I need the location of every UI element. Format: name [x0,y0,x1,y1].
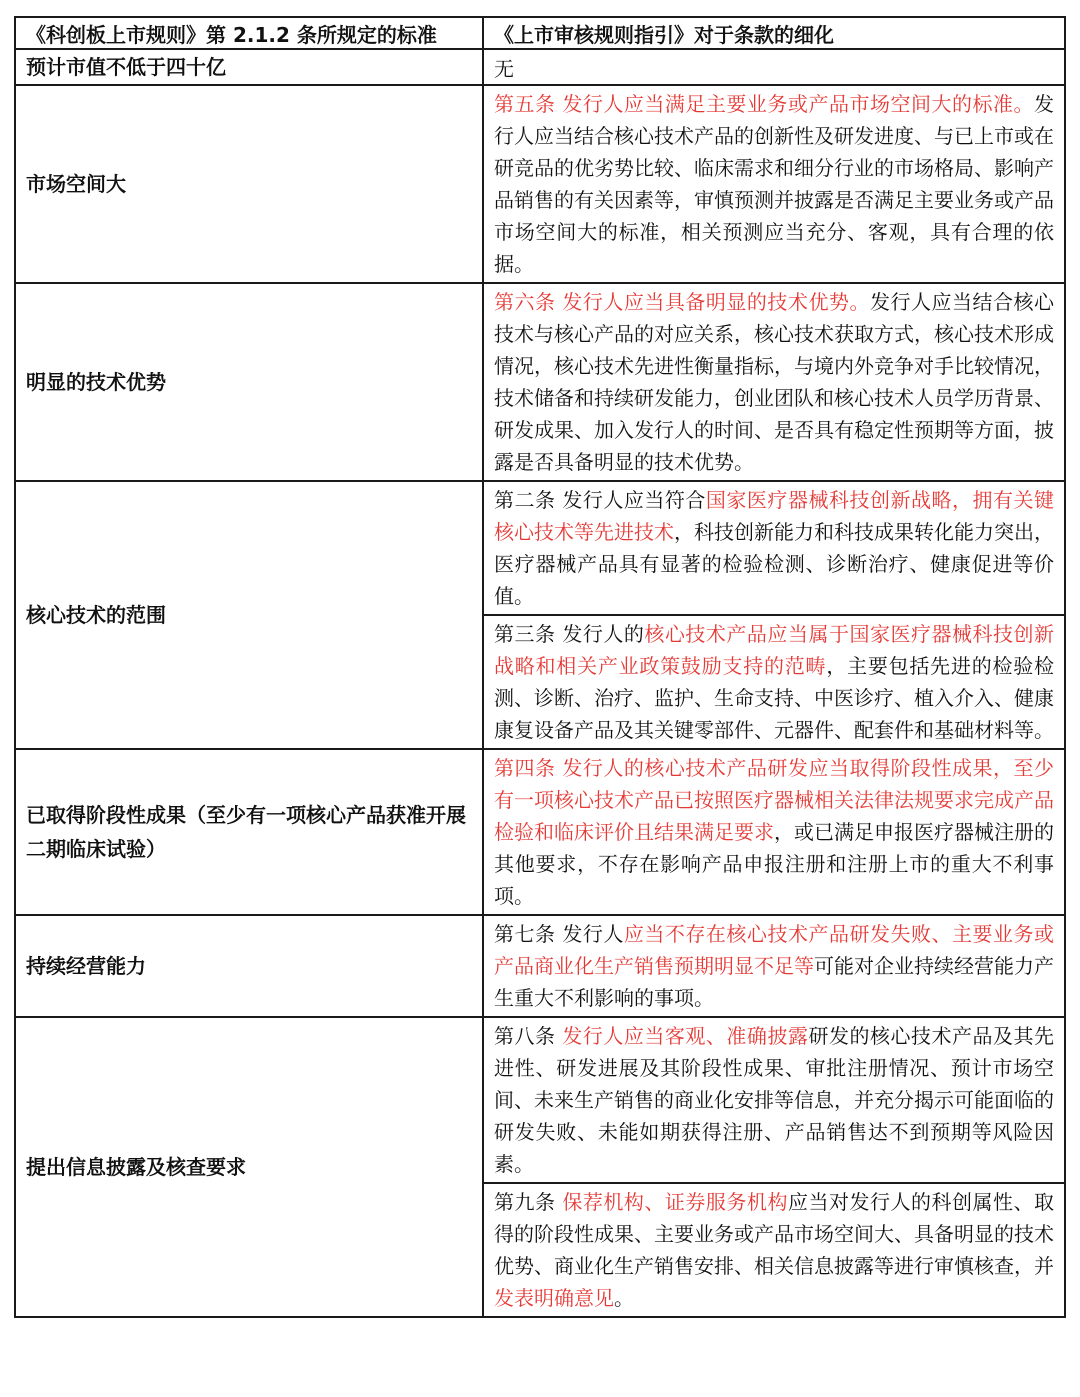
highlighted-text: 第六条 发行人应当具备明显的技术优势。 [494,290,870,314]
detail-cell [483,915,1065,1017]
detail-text: 发行人应当结合核心技术产品的创新性及研发进度、与已上市或在研竞品的优劣势比较、临床需求和细分行业的市场格局、影响产品销售的有关因素等，审慎预测并披露是否满足主要业务或产品市场空间大的标准，相关预测应当充分、客观，具有合理的依据。 [494,92,1054,276]
detail-cell [483,85,1065,283]
detail-text: 无 [494,56,514,81]
highlighted-text: 发表明确意见 [494,1286,614,1310]
detail-text: 可能对企业持续经营能力产生重大不利影响的事项。 [494,954,1054,1010]
table-row [15,915,1065,1017]
highlighted-text: 发行人应当客观、准确披露 [562,1024,809,1048]
highlighted-text: 第五条 发行人应当满足主要业务或产品市场空间大的标准。 [494,92,1034,116]
detail-text: 第二条 发行人应当符合 [494,488,706,512]
detail-text: 第七条 发行人 [494,922,624,946]
highlighted-text: 核心技术产品应当属于国家医疗器械科技创新战略和相关产业政策鼓励支持的范畴 [494,622,1055,678]
highlighted-text: 应当不存在核心技术产品研发失败、主要业务或产品商业化生产销售预期明显不足等 [494,922,1055,978]
detail-cell [483,749,1065,915]
detail-cell [483,481,1065,615]
table-row [15,85,1065,283]
table-row [15,749,1065,915]
table-container [14,16,1064,1318]
detail-cell [483,1017,1065,1183]
detail-text: 发行人应当结合核心技术与核心产品的对应关系，核心技术获取方式，核心技术形成情况，核心技术先进性衡量指标，与境内外竞争对手比较情况，技术储备和持续研发能力，创业团队和核心技术人员学历背景、研发成果、加入发行人的时间、是否具有稳定性预期等方面，披露是否具备明显的技术优势。 [494,290,1055,474]
table-body [15,49,1065,1317]
detail-text: ，或已满足申报医疗器械注册的其他要求，不存在影响产品申报注册和注册上市的重大不利事项。 [494,820,1054,908]
detail-text: 应当对发行人的科创属性、取得的阶段性成果、主要业务或产品市场空间大、具备明显的技术优势、商业化生产销售安排、相关信息披露等进行审慎核查，并 [494,1190,1055,1278]
criterion-cell: 核心技术的范围 [15,481,483,749]
criterion-cell: 明显的技术优势 [15,283,483,481]
criterion-cell: 提出信息披露及核查要求 [15,1017,483,1317]
highlighted-text: 国家医疗器械科技创新战略，拥有关键核心技术等先进技术 [494,488,1055,544]
detail-cell [483,49,1065,85]
criterion-cell: 已取得阶段性成果（至少有一项核心产品获准开展二期临床试验） [15,749,483,915]
detail-text: 研发的核心技术产品及其先进性、研发进展及其阶段性成果、审批注册情况、预计市场空间、未来生产销售的商业化安排等信息，并充分揭示可能面临的研发失败、未能如期获得注册、产品销售达不到预期等风险因素。 [494,1024,1055,1176]
detail-text: ，科技创新能力和科技成果转化能力突出，医疗器械产品具有显著的检验检测、诊断治疗、健康促进等价值。 [494,520,1054,608]
table-header-row [15,17,1065,49]
detail-text: 第九条 [494,1190,563,1214]
detail-cell [483,1183,1065,1317]
detail-cell [483,283,1065,481]
table-row [15,283,1065,481]
criterion-cell: 市场空间大 [15,85,483,283]
table-row [15,481,1065,615]
detail-cell [483,615,1065,749]
criterion-cell: 预计市值不低于四十亿 [15,49,483,85]
detail-text: 第三条 发行人的 [494,622,645,646]
highlighted-text: 第四条 发行人的核心技术产品研发应当取得阶段性成果，至少有一项核心技术产品已按照医疗器械相关法律法规要求完成产品检验和临床评价且结果满足要求 [494,756,1054,844]
detail-text: ，主要包括先进的检验检测、诊断、治疗、监护、生命支持、中医诊疗、植入介入、健康康复设备产品及其关键零部件、元器件、配套件和基础材料等。 [494,654,1055,742]
detail-text: 第八条 [494,1024,563,1048]
criterion-cell: 持续经营能力 [15,915,483,1017]
detail-text: 。 [614,1286,634,1310]
highlighted-text: 保荐机构、证券服务机构 [562,1190,788,1214]
table-row [15,49,1065,85]
header-review-guidelines: 《上市审核规则指引》对于条款的细化 [483,17,1065,49]
table-row [15,1017,1065,1183]
header-listing-rules: 《科创板上市规则》第 2.1.2 条所规定的标准 [15,17,483,49]
criteria-table [14,16,1066,1318]
